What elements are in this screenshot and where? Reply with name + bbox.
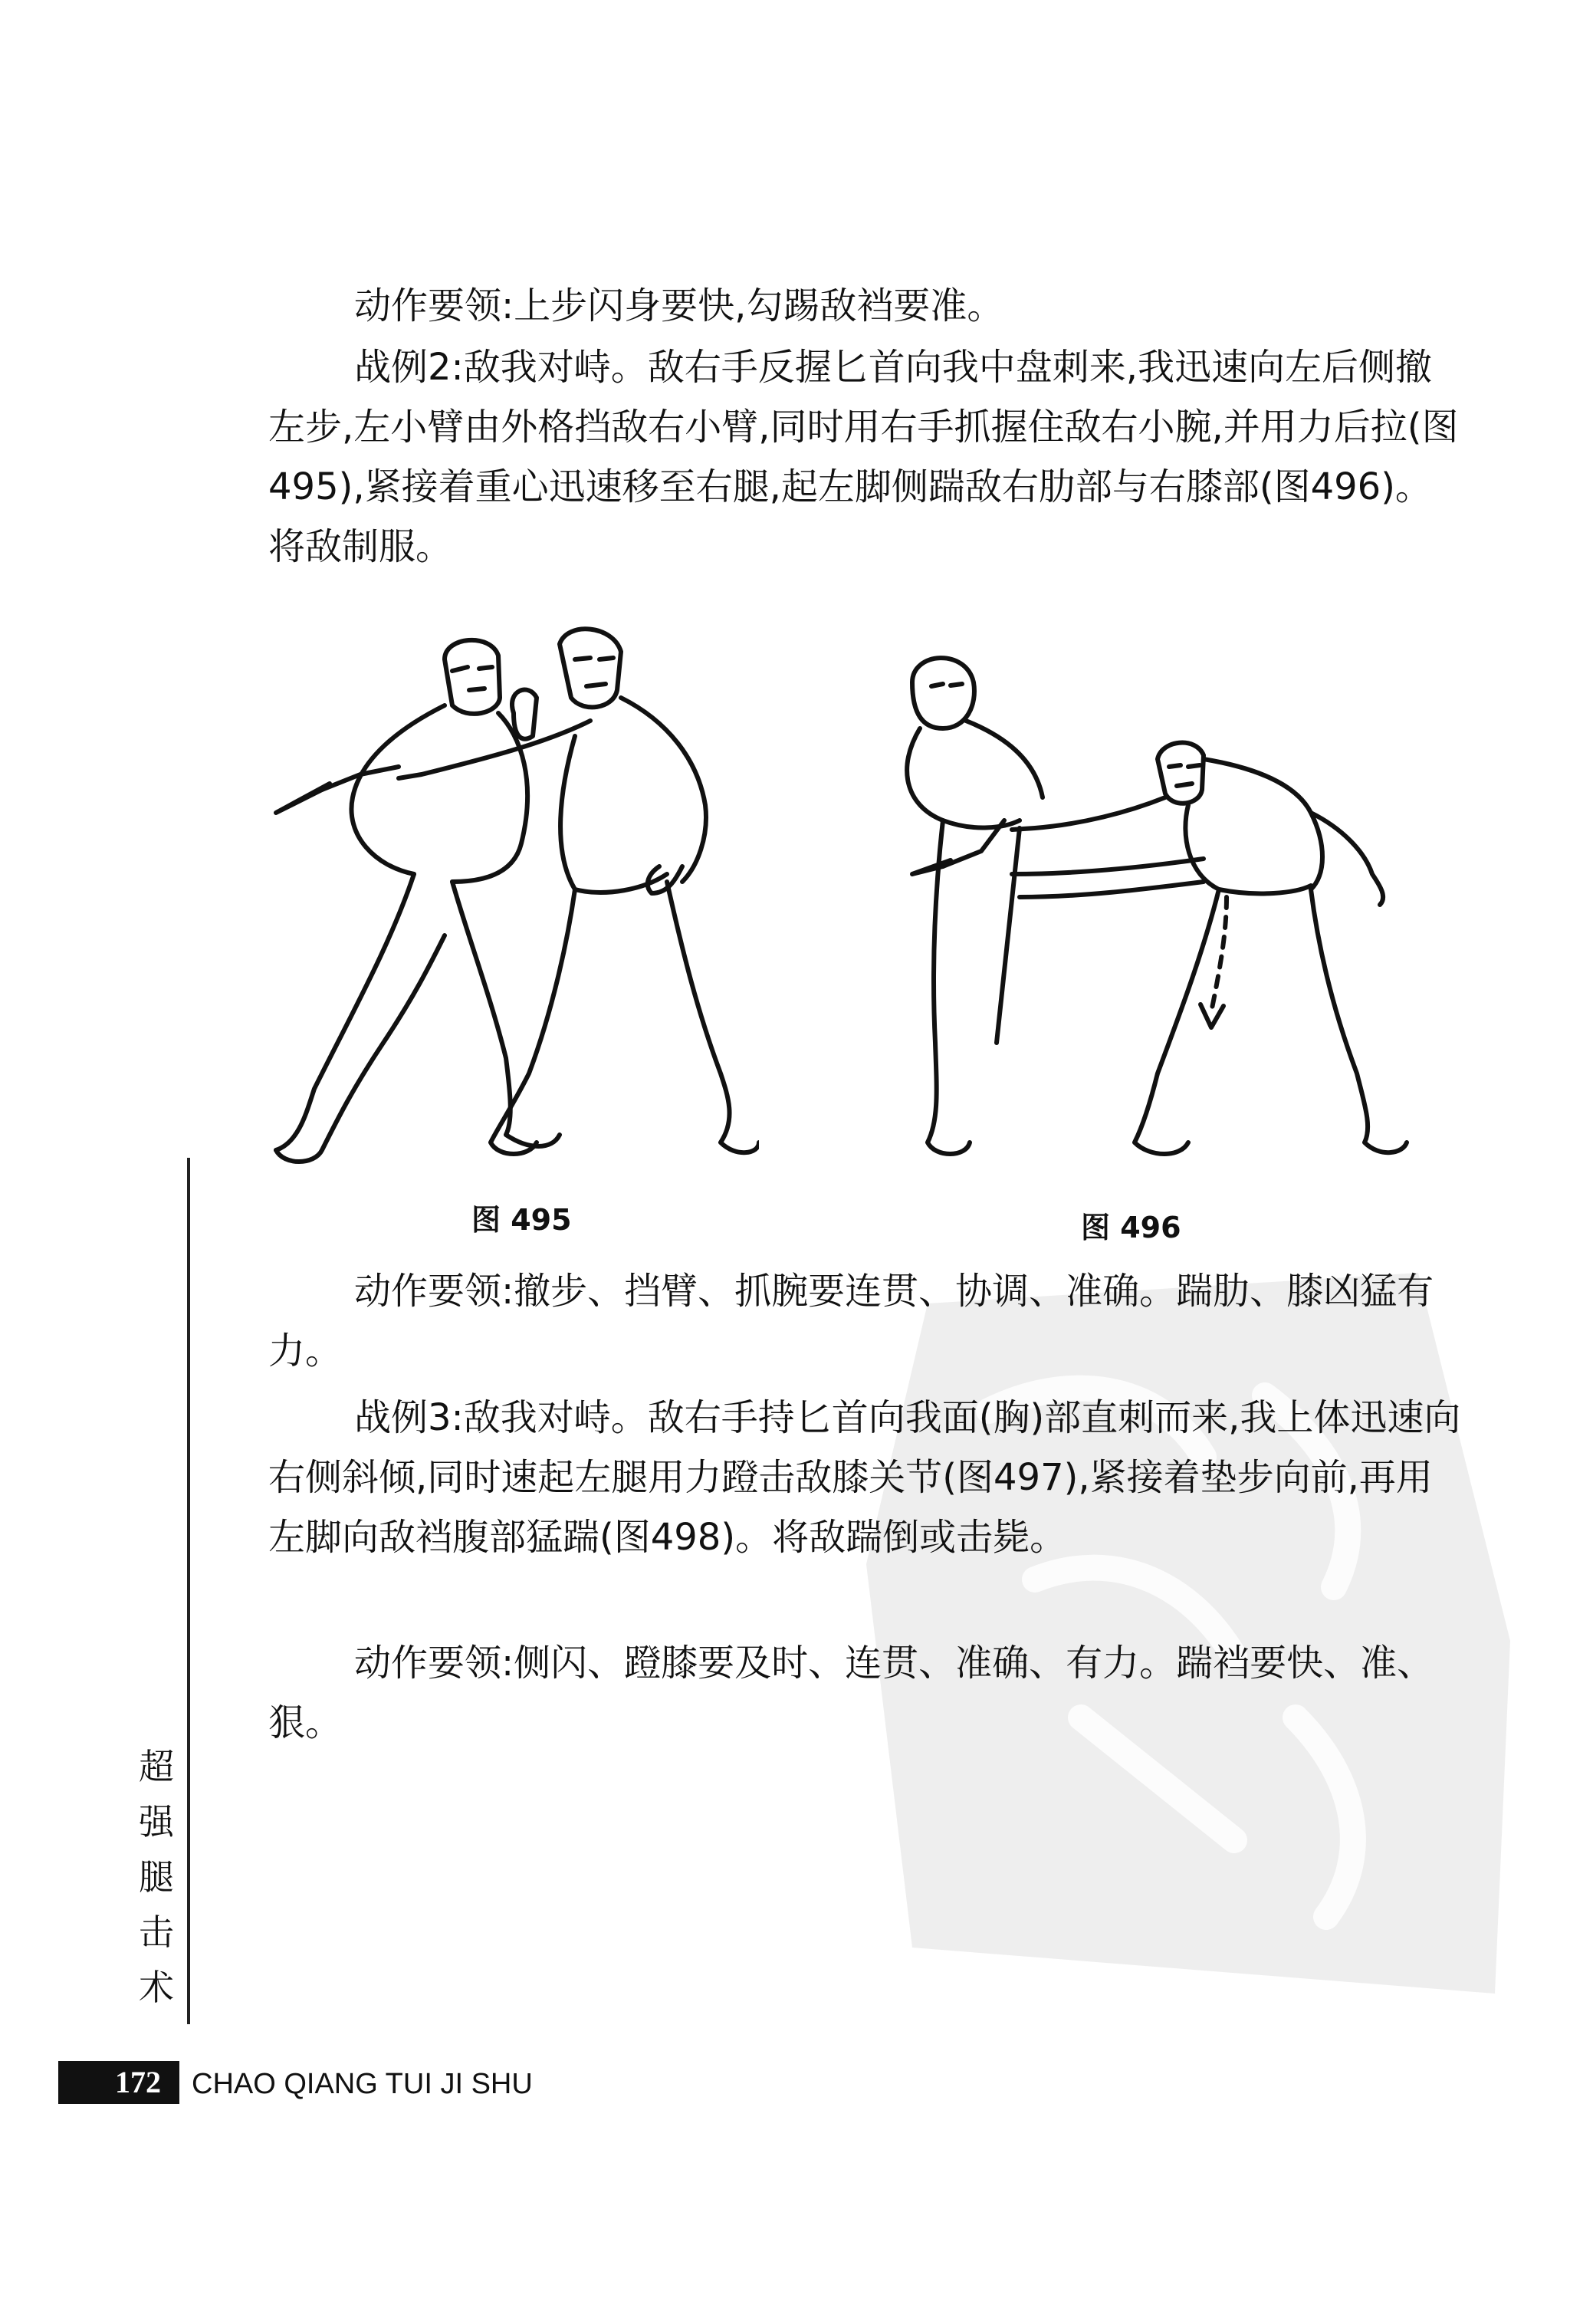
sidebar-title-char: 腿 xyxy=(139,1856,174,1898)
sidebar-title-char: 术 xyxy=(139,1967,174,2008)
figure-495-illustration xyxy=(268,613,759,1173)
sidebar-book-title xyxy=(133,1739,179,2015)
running-title: CHAO QIANG TUI JI SHU xyxy=(192,2068,533,2100)
paragraph-1: 动作要领:上步闪身要快,勾踢敌裆要准。 xyxy=(354,284,1004,327)
page-number: 172 xyxy=(115,2065,161,2099)
paragraph-5: 动作要领:侧闪、蹬膝要及时、连贯、准确、有力。踹裆要快、准、狠。 xyxy=(268,1642,1434,1744)
figure-496-caption: 图 496 xyxy=(1081,1211,1181,1244)
figure-495-caption: 图 495 xyxy=(471,1203,572,1237)
margin-vertical-rule xyxy=(187,1158,190,2024)
paragraph-2: 战例2:敌我对峙。敌右手反握匕首向我中盘刺来,我迅速向左后侧撤左步,左小臂由外格挡敌右小臂,同时用右手抓握住敌右小腕,并用力后拉(图495),紧接着重心迅速移至右腿,起左脚侧踹敌右肋部与右膝部(图496)。将敌制服。 xyxy=(268,346,1459,568)
paragraph-3: 动作要领:撤步、挡臂、抓腕要连贯、协调、准确。踹肋、膝凶猛有力。 xyxy=(268,1270,1434,1372)
sidebar-title-char: 击 xyxy=(139,1911,174,1953)
sidebar-title-char: 强 xyxy=(139,1801,174,1842)
figure-496-illustration xyxy=(897,644,1457,1181)
paragraph-4: 战例3:敌我对峙。敌右手持匕首向我面(胸)部直刺而来,我上体迅速向右侧斜倾,同时速起左腿用力蹬击敌膝关节(图497),紧接着垫步向前,再用左脚向敌裆腹部猛踹(图498)。将敌踹倒或击毙。 xyxy=(268,1396,1461,1559)
sidebar-title-char: 超 xyxy=(139,1746,174,1787)
